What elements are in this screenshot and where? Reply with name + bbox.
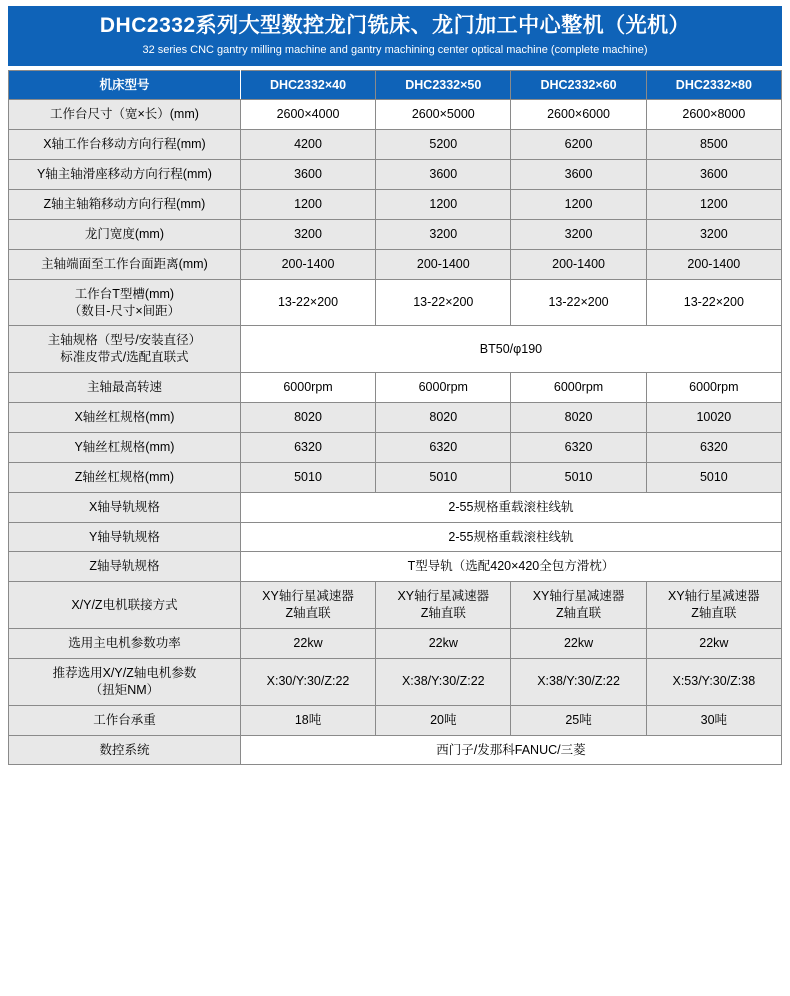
row-label: Y轴丝杠规格(mm) xyxy=(9,432,241,462)
column-header-dhc2332x60: DHC2332×60 xyxy=(511,70,646,100)
table-row xyxy=(9,582,782,629)
column-header-dhc2332x40: DHC2332×40 xyxy=(240,70,375,100)
row-value-line: XY轴行星减速器 xyxy=(532,589,625,604)
table-body xyxy=(9,100,782,765)
row-value: 1200 xyxy=(511,190,646,220)
table-row xyxy=(9,552,782,582)
row-label: 主轴端面至工作台面距离(mm) xyxy=(9,249,241,279)
row-value: 5010 xyxy=(376,462,511,492)
row-value: 20吨 xyxy=(376,705,511,735)
row-value: 5200 xyxy=(376,130,511,160)
row-value: 200-1400 xyxy=(376,249,511,279)
row-value: 8500 xyxy=(646,130,781,160)
document-title-bar xyxy=(8,6,782,66)
row-value xyxy=(376,582,511,629)
row-value: X:53/Y:30/Z:38 xyxy=(646,658,781,705)
row-value-merged: T型导轨（选配420×420全包方滑枕） xyxy=(240,552,781,582)
page-subtitle: 32 series CNC gantry milling machine and gantry machining center optical machine (complete machine) xyxy=(142,44,648,57)
row-value: 8020 xyxy=(376,403,511,433)
row-value: 1200 xyxy=(646,190,781,220)
row-value: 13-22×200 xyxy=(240,279,375,326)
row-value: 6320 xyxy=(376,432,511,462)
specification-table xyxy=(8,70,782,766)
row-label-line: 工作台T型槽(mm) xyxy=(74,286,175,301)
column-header-model: 机床型号 xyxy=(9,70,241,100)
row-label-line: 标准皮带式/选配直联式 xyxy=(60,350,189,365)
row-label: 数控系统 xyxy=(9,735,241,765)
row-label: Z轴导轨规格 xyxy=(9,552,241,582)
row-value: 10020 xyxy=(646,403,781,433)
row-label: X轴丝杠规格(mm) xyxy=(9,403,241,433)
row-label-line: 主轴规格（型号/安装直径） xyxy=(47,333,202,348)
row-value: 3600 xyxy=(511,160,646,190)
row-value: X:30/Y:30/Z:22 xyxy=(240,658,375,705)
row-label-line: （扭矩NM） xyxy=(89,682,160,697)
column-header-dhc2332x50: DHC2332×50 xyxy=(376,70,511,100)
row-value: 200-1400 xyxy=(511,249,646,279)
row-value: 6000rpm xyxy=(376,373,511,403)
row-value: 1200 xyxy=(376,190,511,220)
row-value: 2600×6000 xyxy=(511,100,646,130)
row-label: Z轴主轴箱移动方向行程(mm) xyxy=(9,190,241,220)
row-value: 2600×5000 xyxy=(376,100,511,130)
table-row xyxy=(9,492,782,522)
row-value: 6320 xyxy=(240,432,375,462)
row-value: 13-22×200 xyxy=(376,279,511,326)
row-value-merged: 西门子/发那科FANUC/三菱 xyxy=(240,735,781,765)
table-row xyxy=(9,658,782,705)
row-value: 6200 xyxy=(511,130,646,160)
row-value: 22kw xyxy=(511,629,646,659)
row-value-merged: 2-55规格重载滚柱线轨 xyxy=(240,522,781,552)
row-value: 22kw xyxy=(646,629,781,659)
row-value: 6000rpm xyxy=(240,373,375,403)
row-value xyxy=(646,582,781,629)
row-value: 5010 xyxy=(511,462,646,492)
row-value-line: XY轴行星减速器 xyxy=(668,589,760,604)
row-value: X:38/Y:30/Z:22 xyxy=(511,658,646,705)
row-value: 3200 xyxy=(511,219,646,249)
table-row xyxy=(9,160,782,190)
row-value: 30吨 xyxy=(646,705,781,735)
row-value: 8020 xyxy=(240,403,375,433)
row-label-line: （数目-尺寸×间距） xyxy=(68,303,181,318)
row-value: 2600×8000 xyxy=(646,100,781,130)
row-label xyxy=(9,326,241,373)
table-row xyxy=(9,373,782,403)
row-value xyxy=(511,582,646,629)
row-value-merged: 2-55规格重载滚柱线轨 xyxy=(240,492,781,522)
row-value: 4200 xyxy=(240,130,375,160)
row-label xyxy=(9,658,241,705)
row-label: Y轴导轨规格 xyxy=(9,522,241,552)
row-label: 工作台尺寸（宽×长）(mm) xyxy=(9,100,241,130)
row-label: 工作台承重 xyxy=(9,705,241,735)
row-value: 5010 xyxy=(240,462,375,492)
row-value: 3200 xyxy=(376,219,511,249)
table-row xyxy=(9,100,782,130)
row-value: 6320 xyxy=(511,432,646,462)
table-row xyxy=(9,279,782,326)
row-value: 200-1400 xyxy=(240,249,375,279)
row-label-line: 推荐选用X/Y/Z轴电机参数 xyxy=(52,665,197,680)
row-value: 6000rpm xyxy=(511,373,646,403)
table-row xyxy=(9,522,782,552)
row-value: 3200 xyxy=(646,219,781,249)
row-value: 5010 xyxy=(646,462,781,492)
row-value: 13-22×200 xyxy=(646,279,781,326)
table-header-row xyxy=(9,70,782,100)
row-label xyxy=(9,279,241,326)
row-value: 200-1400 xyxy=(646,249,781,279)
row-value-line: XY轴行星减速器 xyxy=(397,589,490,604)
row-label: 龙门宽度(mm) xyxy=(9,219,241,249)
table-row xyxy=(9,403,782,433)
row-value: 18吨 xyxy=(240,705,375,735)
table-row xyxy=(9,326,782,373)
row-value: 6000rpm xyxy=(646,373,781,403)
row-value: 22kw xyxy=(240,629,375,659)
row-value: X:38/Y:30/Z:22 xyxy=(376,658,511,705)
row-value: 3200 xyxy=(240,219,375,249)
table-row xyxy=(9,705,782,735)
row-value-line: Z轴直联 xyxy=(555,606,602,621)
row-value: 3600 xyxy=(240,160,375,190)
row-value: 1200 xyxy=(240,190,375,220)
row-value: 6320 xyxy=(646,432,781,462)
row-value: 3600 xyxy=(376,160,511,190)
table-row xyxy=(9,629,782,659)
column-header-dhc2332x80: DHC2332×80 xyxy=(646,70,781,100)
table-row xyxy=(9,190,782,220)
page-title: DHC2332系列大型数控龙门铣床、龙门加工中心整机（光机） xyxy=(99,14,691,37)
table-row xyxy=(9,219,782,249)
table-row xyxy=(9,462,782,492)
row-value: 3600 xyxy=(646,160,781,190)
row-value-line: XY轴行星减速器 xyxy=(262,589,354,604)
row-value: 22kw xyxy=(376,629,511,659)
row-label: 主轴最高转速 xyxy=(9,373,241,403)
row-label: 选用主电机参数功率 xyxy=(9,629,241,659)
table-row xyxy=(9,249,782,279)
row-label: Z轴丝杠规格(mm) xyxy=(9,462,241,492)
table-row xyxy=(9,130,782,160)
row-label: X/Y/Z电机联接方式 xyxy=(9,582,241,629)
table-row xyxy=(9,432,782,462)
row-value-line: Z轴直联 xyxy=(285,606,331,621)
row-value xyxy=(240,582,375,629)
row-value: 8020 xyxy=(511,403,646,433)
row-value: 13-22×200 xyxy=(511,279,646,326)
row-label: X轴工作台移动方向行程(mm) xyxy=(9,130,241,160)
table-row xyxy=(9,735,782,765)
row-value-merged: BT50/φ190 xyxy=(240,326,781,373)
row-value: 2600×4000 xyxy=(240,100,375,130)
row-label: X轴导轨规格 xyxy=(9,492,241,522)
row-value-line: Z轴直联 xyxy=(691,606,737,621)
row-label: Y轴主轴滑座移动方向行程(mm) xyxy=(9,160,241,190)
row-value-line: Z轴直联 xyxy=(420,606,466,621)
row-value: 25吨 xyxy=(511,705,646,735)
table-header xyxy=(9,70,782,100)
